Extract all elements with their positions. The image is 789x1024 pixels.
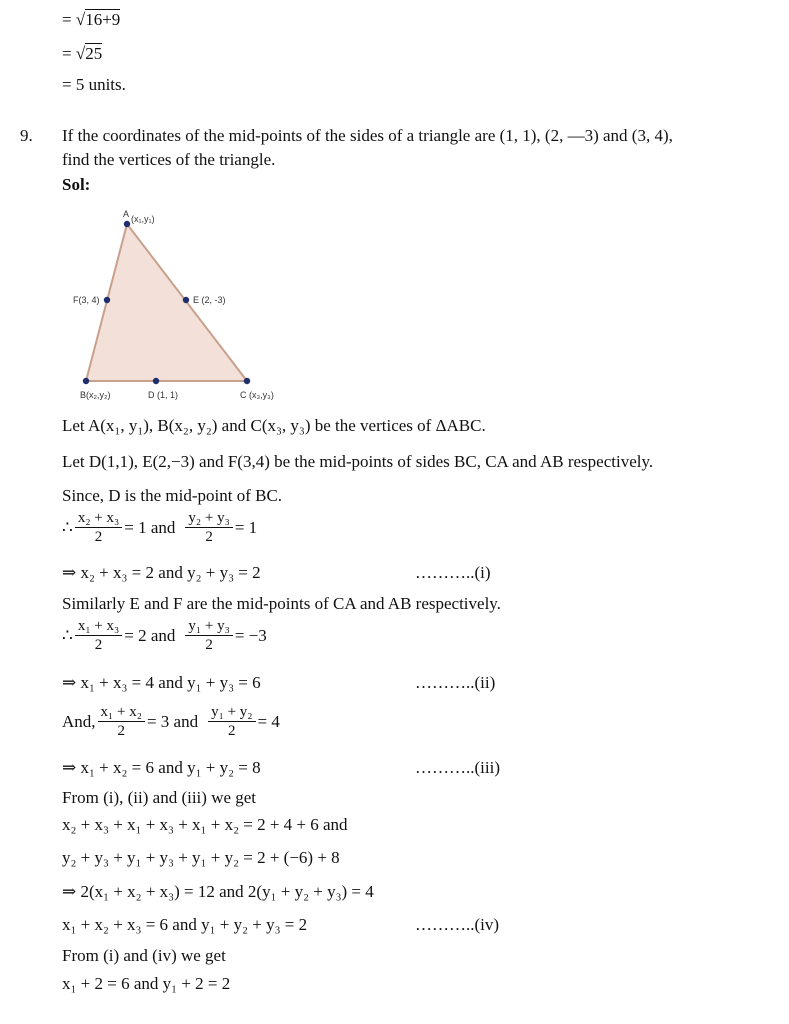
label-c: C (x₃,y₃) <box>240 390 274 400</box>
label-a-coord: (x₁,y₁) <box>131 214 155 224</box>
fraction: $\frac{\text{y₁ + y₃}}{2}$ <box>185 618 232 654</box>
equation-tag-2: ………..(ii) <box>415 673 496 692</box>
triangle-figure <box>70 200 310 405</box>
sqrt-line-2: = √25 <box>62 44 103 63</box>
equation-tag-4: ………..(iv) <box>415 915 500 934</box>
since-line: Since, D is the mid-point of BC. <box>62 486 283 505</box>
sum-x-line: x₂ + x₃ + x₁ + x₃ + x₁ + x₂ = 2 + 4 + 6 and <box>62 815 348 834</box>
sol-label: Sol: <box>62 175 91 194</box>
let-vertices: Let A(x₁, y₁), B(x₂, y₂) and C(x₃, y₃) be the vertices of ΔABC. <box>62 416 486 435</box>
sum-y-line: y₂ + y₃ + y₁ + y₃ + y₁ + y₂ = 2 + (−6) + 8 <box>62 848 340 867</box>
fraction: $\frac{\text{x₂ + x₃}}{2}$ <box>75 510 122 546</box>
implication-3: ⇒ x₁ + x₂ = 6 and y₁ + y₂ = 8 <box>62 758 261 777</box>
from-i-iv: From (i) and (iv) we get <box>62 946 226 965</box>
point-b <box>83 378 89 384</box>
point-c <box>244 378 250 384</box>
let-midpoints: Let D(1,1), E(2,−3) and F(3,4) be the mid-points of sides BC, CA and AB respectively. <box>62 452 654 471</box>
point-a <box>124 221 130 227</box>
similarly-line: Similarly E and F are the mid-points of CA and AB respectively. <box>62 594 501 613</box>
problem-text-line-1: If the coordinates of the mid-points of the sides of a triangle are (1, 1), (2, —3) and (3, 4), <box>62 126 673 145</box>
label-a: A <box>123 209 130 219</box>
point-f <box>104 297 110 303</box>
implication-2: ⇒ x₁ + x₃ = 4 and y₁ + y₃ = 6 <box>62 673 261 692</box>
implication-1: ⇒ x₂ + x₃ = 2 and y₂ + y₃ = 2 <box>62 563 261 582</box>
from-i-ii-iii: From (i), (ii) and (iii) we get <box>62 788 257 807</box>
equation-3: And, $\frac{\text{x₁ + x₂}}{2}$ = 3 and $\frac{\text{y₁ + y₂}}{2}$ = 4 <box>62 704 280 740</box>
label-d: D (1, 1) <box>148 390 179 400</box>
label-b: B(x₂,y₂) <box>80 390 111 400</box>
problem-number: 9. <box>20 126 33 145</box>
fraction: $\frac{\text{y₁ + y₂}}{2}$ <box>208 704 255 740</box>
result-line: = 5 units. <box>62 75 126 94</box>
final-line: x₁ + 2 = 6 and y₁ + 2 = 2 <box>62 974 231 993</box>
point-e <box>183 297 189 303</box>
problem-text-line-2: find the vertices of the triangle. <box>62 150 276 169</box>
equation-tag-1: ………..(i) <box>415 563 491 582</box>
equation-tag-3: ………..(iii) <box>415 758 500 777</box>
fraction: $\frac{\text{y₂ + y₃}}{2}$ <box>185 510 232 546</box>
fraction: $\frac{\text{x₁ + x₃}}{2}$ <box>75 618 122 654</box>
point-d <box>153 378 159 384</box>
label-e: E (2, -3) <box>193 295 226 305</box>
equation-2: ∴ $\frac{\text{x₁ + x₃}}{2}$ = 2 and $\frac{\text{y₁ + y₃}}{2}$ = −3 <box>62 618 267 654</box>
total-line: x₁ + x₂ + x₃ = 6 and y₁ + y₂ + y₃ = 2 <box>62 915 308 934</box>
sqrt-radical: √16+9 <box>75 10 121 29</box>
fraction: $\frac{\text{x₁ + x₂}}{2}$ <box>98 704 145 740</box>
double-line: ⇒ 2(x₁ + x₂ + x₃) = 12 and 2(y₁ + y₂ + y₃) = 4 <box>62 882 374 901</box>
sqrt-radical: √25 <box>75 44 103 63</box>
label-f: F(3, 4) <box>73 295 100 305</box>
sqrt-line-1: = √16+9 <box>62 10 121 29</box>
equation-1: ∴ $\frac{\text{x₂ + x₃}}{2}$ = 1 and $\frac{\text{y₂ + y₃}}{2}$ = 1 <box>62 510 258 546</box>
